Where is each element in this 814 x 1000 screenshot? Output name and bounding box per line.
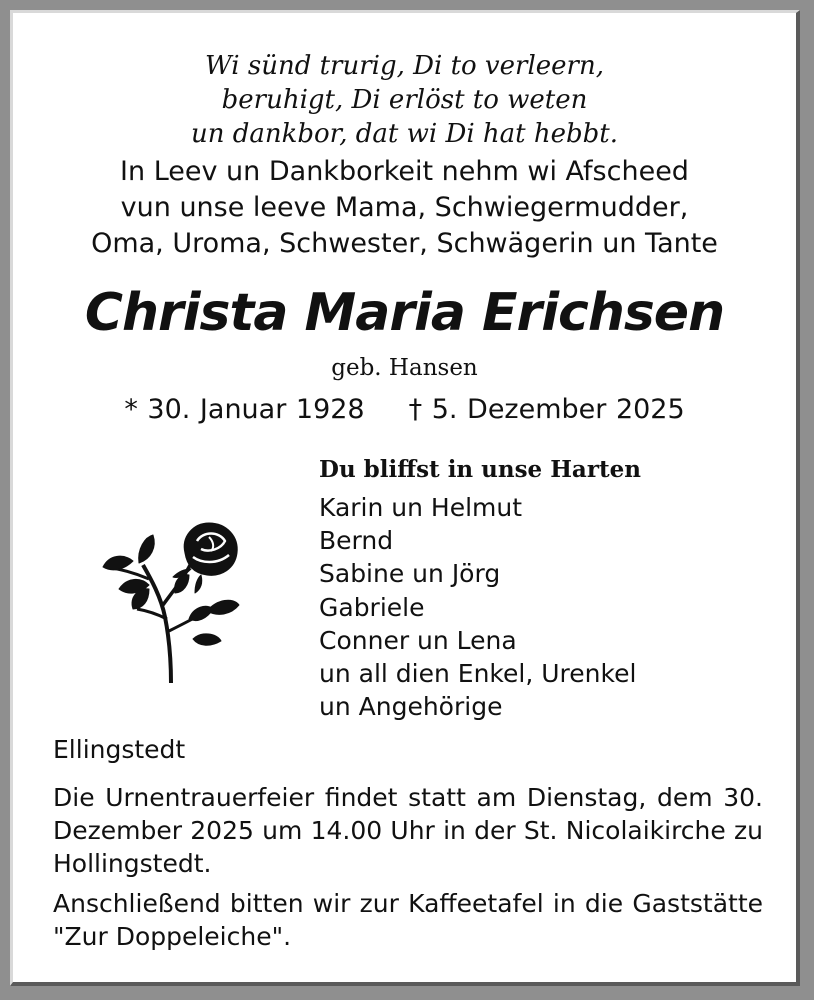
place-name: Ellingstedt xyxy=(53,735,186,764)
mourner-name: un Angehörige xyxy=(319,692,503,722)
poem xyxy=(13,49,796,151)
mourner-name: un all dien Enkel, Urenkel xyxy=(319,659,637,689)
life-dates xyxy=(13,392,796,428)
deceased-name: Christa Maria Erichsen xyxy=(84,283,725,343)
mourner-name: Conner un Lena xyxy=(319,625,517,655)
birth-date: * 30. Januar 1928 xyxy=(124,394,365,425)
intro-line: vun unse leeve Mama, Schwiegermudder, xyxy=(120,192,689,223)
mourner-name: Sabine un Jörg xyxy=(319,559,501,589)
obituary-notice xyxy=(10,10,800,986)
intro-text xyxy=(13,154,796,262)
mourner-name: Gabriele xyxy=(319,592,425,622)
mourners-list xyxy=(319,453,641,723)
death-date: † 5. Dezember 2025 xyxy=(408,394,685,425)
mourners-heading: Du bliffst in unse Harten xyxy=(319,456,641,483)
poem-line: beruhigt, Di erlöst to weten xyxy=(221,85,588,115)
intro-line: In Leev un Dankborkeit nehm wi Afscheed xyxy=(120,156,689,187)
maiden-name: geb. Hansen xyxy=(331,355,478,381)
mourner-name: Bernd xyxy=(319,526,394,556)
rose-icon xyxy=(89,519,249,689)
ceremony-info: Die Urnentrauerfeier findet statt am Dienstag, dem 30. Dezember 2025 um 14.00 Uhr in der St. Nicolaikirche zu Hollingstedt. xyxy=(53,783,763,878)
poem-line: un dankbor, dat wi Di hat hebbt. xyxy=(190,119,618,149)
reception-info: Anschließend bitten wir zur Kaffeetafel in die Gaststätte "Zur Doppeleiche". xyxy=(53,889,763,951)
poem-line: Wi sünd trurig, Di to verleern, xyxy=(205,51,604,81)
intro-line: Oma, Uroma, Schwester, Schwägerin un Tante xyxy=(91,228,718,259)
mourner-name: Karin un Helmut xyxy=(319,493,523,522)
